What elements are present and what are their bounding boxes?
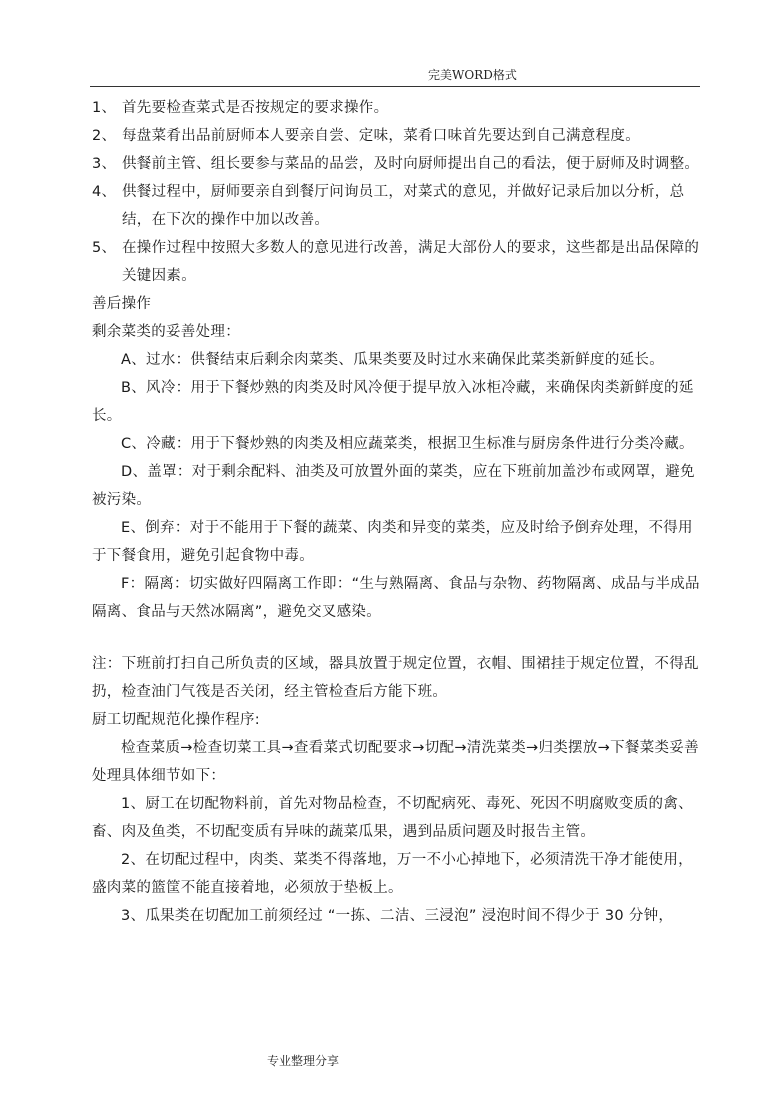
item-text: 在操作过程中按照大多数人的意见进行改善，满足大部份人的要求，这些都是出品保障的关键因素。 [122, 240, 700, 284]
item-number: 3、 [92, 156, 117, 172]
note-paragraph: 注：下班前打扫自己所负责的区域，器具放置于规定位置，衣帽、围裙挂于规定位置，不得乱扔，检查油门气筏是否关闭，经主管检查后方能下班。 [92, 656, 699, 700]
document-body [92, 94, 704, 930]
numbered-item-1 [92, 94, 704, 122]
procedure-item-3: 3、瓜果类在切配加工前须经过 “一拣、二洁、三浸泡” 浸泡时间不得少于 30 分钟， [121, 908, 674, 924]
numbered-item-4 [92, 178, 704, 234]
page-footer: 专业整理分享 [267, 1054, 340, 1068]
numbered-item-2 [92, 122, 704, 150]
aftercare-item-a: A、过水：供餐结束后剩余肉菜类、瓜果类要及时过水来确保此菜类新鲜度的延长。 [121, 352, 665, 368]
procedure-intro: 检查菜质→检查切菜工具→查看菜式切配要求→切配→清洗菜类→归类摆放→下餐菜类妥善处理具体细节如下： [92, 740, 699, 784]
section-heading: 善后操作 [92, 296, 152, 312]
page-header: 完美WORD格式 [428, 68, 517, 82]
aftercare-item-f: F：隔离：切实做好四隔离工作即：“生与熟隔离、食品与杂物、药物隔离、成品与半成品隔离、食品与天然冰隔离”，避免交叉感染。 [92, 576, 700, 620]
paragraph-spacer [92, 626, 704, 650]
item-number: 2、 [92, 128, 117, 144]
aftercare-item-e: E、倒弃：对于不能用于下餐的蔬菜、肉类和异变的菜类，应及时给予倒弃处理，不得用于下餐食用，避免引起食物中毒。 [92, 520, 693, 564]
item-text: 供餐前主管、组长要参与菜品的品尝，及时向厨师提出自己的看法，便于厨师及时调整。 [122, 156, 700, 172]
item-text: 每盘菜肴出品前厨师本人要亲自尝、定味，菜肴口味首先要达到自己满意程度。 [122, 128, 640, 144]
numbered-item-5 [92, 234, 704, 290]
item-number: 5、 [92, 240, 117, 256]
item-text: 供餐过程中，厨师要亲自到餐厅问询员工，对菜式的意见，并做好记录后加以分析，总结，在下次的操作中加以改善。 [122, 184, 685, 228]
header-rule [90, 86, 700, 87]
section-heading: 厨工切配规范化操作程序: [92, 712, 260, 728]
aftercare-item-d: D、盖罩：对于剩余配料、油类及可放置外面的菜类，应在下班前加盖沙布或网罩，避免被污染。 [92, 464, 695, 508]
item-text: 首先要检查菜式是否按规定的要求操作。 [122, 100, 389, 116]
item-number: 1、 [92, 100, 117, 116]
procedure-item-1: 1、厨工在切配物料前，首先对物品检查，不切配病死、毒死、死因不明腐败变质的禽、畜、肉及鱼类，不切配变质有异味的蔬菜瓜果，遇到品质问题及时报告主管。 [92, 796, 693, 840]
aftercare-item-c: C、冷藏：用于下餐炒熟的肉类及相应蔬菜类，根据卫生标准与厨房条件进行分类冷藏。 [121, 436, 694, 452]
section-subheading: 剩余菜类的妥善处理： [92, 324, 240, 340]
procedure-item-2: 2、在切配过程中，肉类、菜类不得落地，万一不小心掉地下，必须清洗干净才能使用，盛肉菜的篮筐不能直接着地，必须放于垫板上。 [92, 852, 693, 896]
item-number: 4、 [92, 184, 117, 200]
aftercare-item-b: B、风冷：用于下餐炒熟的肉类及时风冷便于提早放入冰柜冷藏，来确保肉类新鲜度的延长。 [92, 380, 694, 424]
numbered-item-3 [92, 150, 704, 178]
